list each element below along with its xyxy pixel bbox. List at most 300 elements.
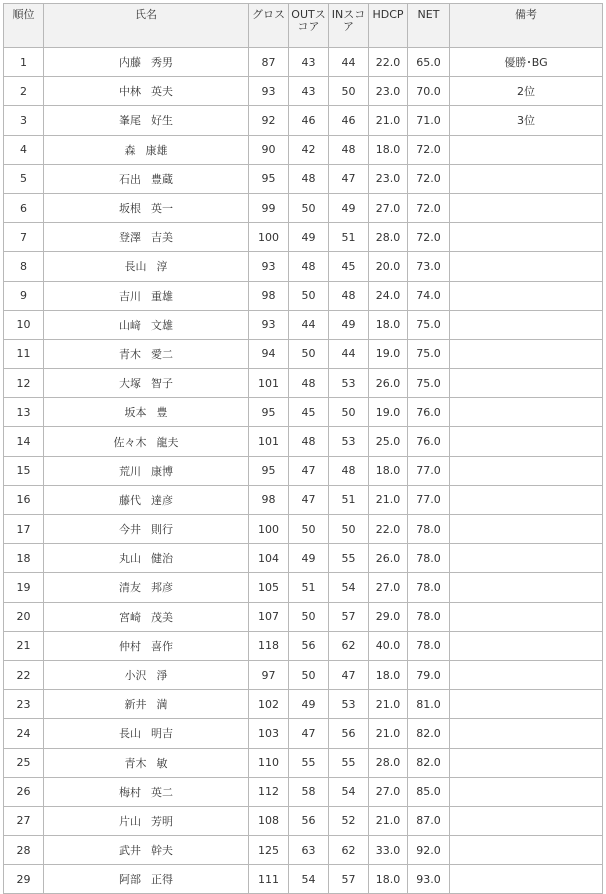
in-score-cell: 53: [329, 427, 369, 456]
net-cell: 77.0: [408, 485, 450, 514]
net-cell: 93.0: [408, 865, 450, 894]
net-cell: 72.0: [408, 135, 450, 164]
note-cell: [450, 281, 603, 310]
gross-cell: 125: [249, 836, 289, 865]
in-score-cell: 44: [329, 48, 369, 77]
name-cell: [44, 806, 249, 835]
table-row: [4, 865, 603, 894]
table-row: [4, 339, 603, 368]
note-cell: [450, 660, 603, 689]
net-cell: 81.0: [408, 690, 450, 719]
in-score-cell: 47: [329, 164, 369, 193]
table-row: [4, 193, 603, 222]
hdcp-cell: 28.0: [369, 223, 408, 252]
out-score-cell: 45: [289, 398, 329, 427]
header-row: [4, 4, 603, 48]
last-name: 山﨑: [119, 318, 141, 332]
name-cell: [44, 164, 249, 193]
rank-cell: 22: [4, 660, 44, 689]
in-score-cell: 54: [329, 777, 369, 806]
note-cell: [450, 806, 603, 835]
note-cell: 優勝･BG: [450, 48, 603, 77]
hdcp-cell: 20.0: [369, 252, 408, 281]
note-cell: 3位: [450, 106, 603, 135]
name-cell: [44, 252, 249, 281]
hdcp-cell: 23.0: [369, 164, 408, 193]
rank-cell: 15: [4, 456, 44, 485]
note-cell: [450, 836, 603, 865]
out-score-cell: 63: [289, 836, 329, 865]
first-name: 淨: [156, 669, 168, 683]
rank-cell: 21: [4, 631, 44, 660]
name-cell: [44, 398, 249, 427]
net-cell: 75.0: [408, 310, 450, 339]
hdcp-cell: 27.0: [369, 573, 408, 602]
in-score-cell: 45: [329, 252, 369, 281]
out-score-cell: 50: [289, 660, 329, 689]
header-gross: グロス: [249, 4, 289, 48]
last-name: 峯尾: [119, 114, 141, 128]
table-row: [4, 77, 603, 106]
note-cell: [450, 193, 603, 222]
note-cell: [450, 310, 603, 339]
rank-cell: 10: [4, 310, 44, 339]
gross-cell: 100: [249, 223, 289, 252]
gross-cell: 111: [249, 865, 289, 894]
name-cell: [44, 427, 249, 456]
gross-cell: 110: [249, 748, 289, 777]
gross-cell: 99: [249, 193, 289, 222]
name-cell: [44, 77, 249, 106]
net-cell: 82.0: [408, 719, 450, 748]
in-score-cell: 50: [329, 398, 369, 427]
table-row: [4, 135, 603, 164]
name-cell: [44, 193, 249, 222]
in-score-cell: 46: [329, 106, 369, 135]
rank-cell: 24: [4, 719, 44, 748]
hdcp-cell: 18.0: [369, 865, 408, 894]
last-name: 片山: [119, 814, 141, 828]
in-score-cell: 55: [329, 544, 369, 573]
first-name: 茂美: [151, 610, 173, 624]
gross-cell: 93: [249, 77, 289, 106]
name-cell: [44, 106, 249, 135]
table-row: [4, 427, 603, 456]
hdcp-cell: 29.0: [369, 602, 408, 631]
out-score-cell: 43: [289, 77, 329, 106]
rank-cell: 14: [4, 427, 44, 456]
hdcp-cell: 27.0: [369, 777, 408, 806]
last-name: 清友: [119, 581, 141, 595]
first-name: 幹夫: [151, 844, 173, 858]
note-cell: [450, 573, 603, 602]
name-cell: [44, 719, 249, 748]
gross-cell: 105: [249, 573, 289, 602]
table-row: [4, 719, 603, 748]
out-score-cell: 46: [289, 106, 329, 135]
last-name: 仲村: [119, 639, 141, 653]
out-score-cell: 42: [289, 135, 329, 164]
first-name: 邦彦: [151, 581, 173, 595]
gross-cell: 98: [249, 281, 289, 310]
hdcp-cell: 22.0: [369, 48, 408, 77]
first-name: 秀男: [151, 56, 173, 70]
first-name: 好生: [151, 114, 173, 128]
name-cell: [44, 777, 249, 806]
header-hdcp: HDCP: [369, 4, 408, 48]
in-score-cell: 57: [329, 602, 369, 631]
first-name: 豊: [156, 406, 168, 420]
hdcp-cell: 27.0: [369, 193, 408, 222]
rank-cell: 3: [4, 106, 44, 135]
header-note: 備考: [450, 4, 603, 48]
table-row: [4, 164, 603, 193]
first-name: 正得: [151, 873, 173, 887]
gross-cell: 90: [249, 135, 289, 164]
last-name: 新井: [124, 698, 147, 712]
last-name: 石出: [119, 172, 141, 186]
name-cell: [44, 485, 249, 514]
first-name: 智子: [151, 377, 173, 391]
in-score-cell: 54: [329, 573, 369, 602]
net-cell: 73.0: [408, 252, 450, 281]
net-cell: 65.0: [408, 48, 450, 77]
last-name: 今井: [119, 523, 141, 537]
in-score-cell: 56: [329, 719, 369, 748]
first-name: 則行: [151, 523, 173, 537]
hdcp-cell: 28.0: [369, 748, 408, 777]
table-row: [4, 777, 603, 806]
name-cell: [44, 544, 249, 573]
name-cell: [44, 602, 249, 631]
last-name: 吉川: [119, 289, 141, 303]
last-name: 小沢: [124, 669, 147, 683]
net-cell: 72.0: [408, 193, 450, 222]
in-score-cell: 51: [329, 485, 369, 514]
out-score-cell: 43: [289, 48, 329, 77]
last-name: 阿部: [119, 873, 141, 887]
name-cell: [44, 310, 249, 339]
out-score-cell: 56: [289, 806, 329, 835]
note-cell: [450, 690, 603, 719]
name-cell: [44, 836, 249, 865]
hdcp-cell: 18.0: [369, 310, 408, 339]
net-cell: 72.0: [408, 223, 450, 252]
hdcp-cell: 18.0: [369, 456, 408, 485]
net-cell: 78.0: [408, 515, 450, 544]
rank-cell: 26: [4, 777, 44, 806]
hdcp-cell: 19.0: [369, 339, 408, 368]
first-name: 龍夫: [156, 435, 179, 449]
first-name: 吉美: [151, 231, 173, 245]
out-score-cell: 48: [289, 369, 329, 398]
name-cell: [44, 48, 249, 77]
first-name: 敏: [156, 756, 168, 770]
table-row: [4, 748, 603, 777]
rank-cell: 20: [4, 602, 44, 631]
rank-cell: 28: [4, 836, 44, 865]
rank-cell: 8: [4, 252, 44, 281]
gross-cell: 102: [249, 690, 289, 719]
table-row: [4, 485, 603, 514]
rank-cell: 13: [4, 398, 44, 427]
in-score-cell: 47: [329, 660, 369, 689]
table-row: [4, 602, 603, 631]
out-score-cell: 47: [289, 485, 329, 514]
net-cell: 76.0: [408, 427, 450, 456]
table-row: [4, 515, 603, 544]
hdcp-cell: 18.0: [369, 660, 408, 689]
rank-cell: 1: [4, 48, 44, 77]
out-score-cell: 48: [289, 252, 329, 281]
first-name: 淳: [156, 260, 168, 274]
name-cell: [44, 223, 249, 252]
in-score-cell: 49: [329, 193, 369, 222]
out-score-cell: 49: [289, 223, 329, 252]
last-name: 佐々木: [113, 435, 147, 449]
table-row: [4, 281, 603, 310]
in-score-cell: 52: [329, 806, 369, 835]
first-name: 豊蔵: [151, 172, 173, 186]
in-score-cell: 53: [329, 690, 369, 719]
out-score-cell: 50: [289, 515, 329, 544]
first-name: 重雄: [151, 289, 173, 303]
note-cell: [450, 164, 603, 193]
table-row: [4, 836, 603, 865]
first-name: 愛二: [151, 347, 173, 361]
in-score-cell: 53: [329, 369, 369, 398]
last-name: 梅村: [119, 785, 141, 799]
net-cell: 76.0: [408, 398, 450, 427]
hdcp-cell: 25.0: [369, 427, 408, 456]
table-row: [4, 310, 603, 339]
name-cell: [44, 281, 249, 310]
results-table: [3, 3, 603, 894]
out-score-cell: 44: [289, 310, 329, 339]
rank-cell: 11: [4, 339, 44, 368]
gross-cell: 118: [249, 631, 289, 660]
out-score-cell: 50: [289, 339, 329, 368]
gross-cell: 101: [249, 369, 289, 398]
table-row: [4, 631, 603, 660]
in-score-cell: 50: [329, 515, 369, 544]
hdcp-cell: 33.0: [369, 836, 408, 865]
table-row: [4, 106, 603, 135]
rank-cell: 4: [4, 135, 44, 164]
net-cell: 87.0: [408, 806, 450, 835]
first-name: 満: [156, 698, 168, 712]
rank-cell: 12: [4, 369, 44, 398]
gross-cell: 93: [249, 252, 289, 281]
name-cell: [44, 690, 249, 719]
in-score-cell: 51: [329, 223, 369, 252]
out-score-cell: 48: [289, 164, 329, 193]
table-row: [4, 544, 603, 573]
name-cell: [44, 369, 249, 398]
last-name: 宮崎: [119, 610, 141, 624]
net-cell: 74.0: [408, 281, 450, 310]
table-row: [4, 398, 603, 427]
in-score-cell: 55: [329, 748, 369, 777]
gross-cell: 112: [249, 777, 289, 806]
out-score-cell: 56: [289, 631, 329, 660]
first-name: 芳明: [151, 814, 173, 828]
out-score-cell: 54: [289, 865, 329, 894]
out-score-cell: 55: [289, 748, 329, 777]
header-rank: 順位: [4, 4, 44, 48]
last-name: 中林: [119, 85, 141, 99]
note-cell: [450, 631, 603, 660]
hdcp-cell: 21.0: [369, 106, 408, 135]
out-score-cell: 50: [289, 193, 329, 222]
table-row: [4, 48, 603, 77]
last-name: 青木: [119, 347, 141, 361]
note-cell: [450, 223, 603, 252]
hdcp-cell: 26.0: [369, 544, 408, 573]
name-cell: [44, 748, 249, 777]
note-cell: [450, 369, 603, 398]
net-cell: 70.0: [408, 77, 450, 106]
last-name: 長山: [119, 727, 141, 741]
out-score-cell: 49: [289, 544, 329, 573]
last-name: 青木: [124, 756, 147, 770]
first-name: 英一: [151, 202, 173, 216]
note-cell: [450, 777, 603, 806]
last-name: 丸山: [119, 552, 141, 566]
note-cell: [450, 398, 603, 427]
name-cell: [44, 515, 249, 544]
note-cell: [450, 485, 603, 514]
gross-cell: 92: [249, 106, 289, 135]
hdcp-cell: 24.0: [369, 281, 408, 310]
header-net: NET: [408, 4, 450, 48]
table-body: [4, 48, 603, 894]
first-name: 明吉: [151, 727, 173, 741]
net-cell: 71.0: [408, 106, 450, 135]
gross-cell: 95: [249, 164, 289, 193]
rank-cell: 19: [4, 573, 44, 602]
table-row: [4, 223, 603, 252]
name-cell: [44, 339, 249, 368]
gross-cell: 108: [249, 806, 289, 835]
last-name: 登澤: [119, 231, 141, 245]
first-name: 康雄: [145, 143, 168, 157]
gross-cell: 95: [249, 398, 289, 427]
note-cell: 2位: [450, 77, 603, 106]
net-cell: 82.0: [408, 748, 450, 777]
rank-cell: 7: [4, 223, 44, 252]
note-cell: [450, 456, 603, 485]
rank-cell: 27: [4, 806, 44, 835]
in-score-cell: 62: [329, 631, 369, 660]
rank-cell: 2: [4, 77, 44, 106]
last-name: 森: [124, 143, 136, 157]
header-name: 氏名: [44, 4, 249, 48]
header-in-score: INスコア: [329, 4, 369, 48]
hdcp-cell: 22.0: [369, 515, 408, 544]
in-score-cell: 48: [329, 281, 369, 310]
hdcp-cell: 18.0: [369, 135, 408, 164]
hdcp-cell: 21.0: [369, 690, 408, 719]
hdcp-cell: 19.0: [369, 398, 408, 427]
name-cell: [44, 631, 249, 660]
last-name: 長山: [124, 260, 147, 274]
table-row: [4, 252, 603, 281]
table-row: [4, 690, 603, 719]
rank-cell: 17: [4, 515, 44, 544]
in-score-cell: 48: [329, 135, 369, 164]
in-score-cell: 44: [329, 339, 369, 368]
first-name: 健治: [151, 552, 173, 566]
hdcp-cell: 40.0: [369, 631, 408, 660]
last-name: 内藤: [119, 56, 141, 70]
last-name: 坂本: [124, 406, 147, 420]
out-score-cell: 50: [289, 602, 329, 631]
name-cell: [44, 573, 249, 602]
last-name: 武井: [119, 844, 141, 858]
net-cell: 72.0: [408, 164, 450, 193]
rank-cell: 9: [4, 281, 44, 310]
net-cell: 92.0: [408, 836, 450, 865]
gross-cell: 100: [249, 515, 289, 544]
note-cell: [450, 748, 603, 777]
gross-cell: 94: [249, 339, 289, 368]
hdcp-cell: 26.0: [369, 369, 408, 398]
last-name: 荒川: [119, 464, 141, 478]
gross-cell: 97: [249, 660, 289, 689]
out-score-cell: 58: [289, 777, 329, 806]
gross-cell: 98: [249, 485, 289, 514]
out-score-cell: 47: [289, 456, 329, 485]
last-name: 藤代: [119, 493, 141, 507]
name-cell: [44, 456, 249, 485]
out-score-cell: 50: [289, 281, 329, 310]
gross-cell: 93: [249, 310, 289, 339]
out-score-cell: 51: [289, 573, 329, 602]
table-row: [4, 456, 603, 485]
gross-cell: 103: [249, 719, 289, 748]
last-name: 坂根: [119, 202, 141, 216]
rank-cell: 16: [4, 485, 44, 514]
name-cell: [44, 135, 249, 164]
gross-cell: 107: [249, 602, 289, 631]
net-cell: 75.0: [408, 369, 450, 398]
header-out-score: OUTスコア: [289, 4, 329, 48]
note-cell: [450, 427, 603, 456]
note-cell: [450, 515, 603, 544]
in-score-cell: 48: [329, 456, 369, 485]
gross-cell: 101: [249, 427, 289, 456]
net-cell: 78.0: [408, 573, 450, 602]
table-row: [4, 573, 603, 602]
rank-cell: 29: [4, 865, 44, 894]
net-cell: 78.0: [408, 544, 450, 573]
in-score-cell: 50: [329, 77, 369, 106]
net-cell: 85.0: [408, 777, 450, 806]
out-score-cell: 48: [289, 427, 329, 456]
rank-cell: 25: [4, 748, 44, 777]
rank-cell: 5: [4, 164, 44, 193]
note-cell: [450, 544, 603, 573]
hdcp-cell: 21.0: [369, 806, 408, 835]
first-name: 喜作: [151, 639, 173, 653]
note-cell: [450, 602, 603, 631]
table-row: [4, 369, 603, 398]
out-score-cell: 47: [289, 719, 329, 748]
in-score-cell: 62: [329, 836, 369, 865]
gross-cell: 87: [249, 48, 289, 77]
name-cell: [44, 865, 249, 894]
